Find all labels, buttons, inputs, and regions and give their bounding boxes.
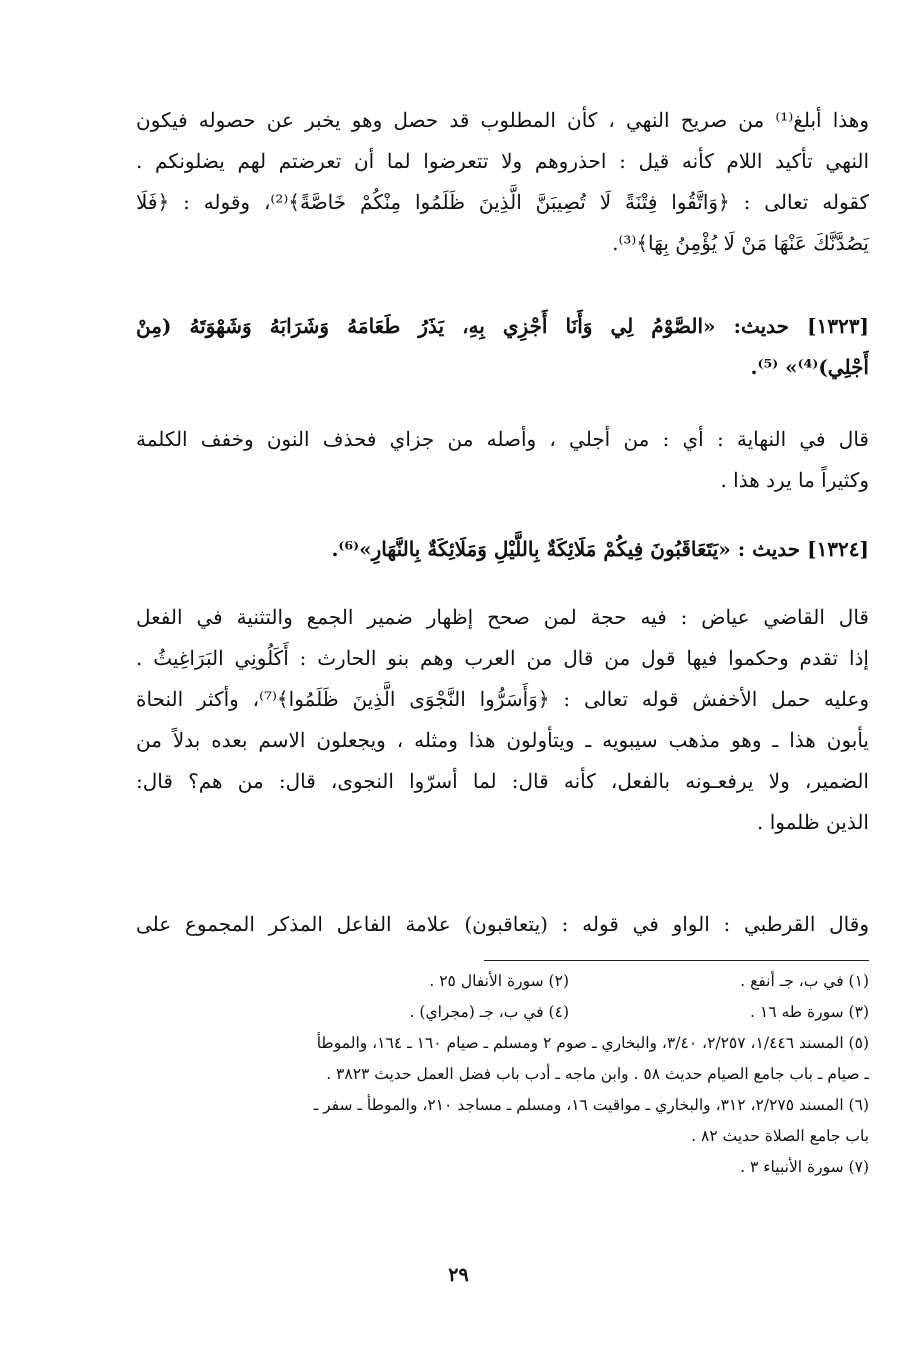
paragraph-hadith-1324 xyxy=(136,529,869,570)
text-line: الضمير، ولا يرفعـونه بالفعل، كأنه قال: لما أسرّوا النجوى، قال: من هم؟ قال: xyxy=(136,769,869,793)
text-line: وقال القرطبي : الواو في قوله : (يتعاقبون) علامة الفاعل المذكر المجموع على xyxy=(136,912,869,936)
text-line: وعليه حمل الأخفش قوله تعالى : ﴿وَأَسَرُّوا النَّجْوَى الَّذِينَ ظَلَمُوا﴾⁽⁷⁾، وأكثر النحاة xyxy=(136,687,869,711)
footnote-1: (١) في ب، جـ أنفع . xyxy=(740,972,869,990)
footnote-5-continued: ـ صيام ـ باب جامع الصيام حديث ٥٨ . وابن ماجه ـ أدب باب فضل العمل حديث ٣٨٢٣ . xyxy=(326,1065,869,1083)
paragraph-commentary-iyad xyxy=(136,597,869,843)
text-line: يَصُدَّنَّكَ عَنْهَا مَنْ لَا يُؤْمِنُ بِهَا﴾⁽³⁾. xyxy=(612,231,869,255)
paragraph-hadith-1323 xyxy=(136,306,869,388)
hadith-line: [١٣٢٣] حديث: «الصَّوْمُ لِي وَأَنَا أَجْزِي بِهِ، يَذَرُ طَعَامَهُ وَشَرَابَهُ وَشَهْوَتَهُ (مِنْ xyxy=(136,314,869,338)
paragraph-commentary-nihaya xyxy=(136,419,869,501)
footnote-7: (٧) سورة الأنبياء ٣ . xyxy=(740,1158,869,1176)
footnote-row xyxy=(136,966,869,997)
text-line: الذين ظلموا . xyxy=(756,810,869,834)
text-line: يأبون هذا ـ وهو مذهب سيبويه ـ ويتأولون هذا ومثله ، ويجعلون الاسم بعده بدلاً من xyxy=(136,728,869,752)
footnote-6-continued: باب جامع الصلاة حديث ٨٢ . xyxy=(691,1127,869,1145)
text-line: قال في النهاية : أي : من أجلي ، وأصله من جزاي فحذف النون وخفف الكلمة xyxy=(136,427,869,451)
footnote-6: (٦) المسند ٢/٢٧٥، ٣١٢، والبخاري ـ مواقيت ١٦، ومسلم ـ مساجد ٢١٠، والموطأ ـ سفر ـ xyxy=(313,1096,869,1114)
footnote-3: (٣) سورة طه ١٦ . xyxy=(750,1003,869,1021)
paragraph-commentary-qurtubi xyxy=(136,904,869,945)
text-line: وكثيراً ما يرد هذا . xyxy=(720,468,869,492)
hadith-line: أَجْلِي)⁽⁴⁾» ⁽⁵⁾. xyxy=(750,355,869,379)
footnote-separator xyxy=(484,960,869,961)
footnote-2: (٢) سورة الأنفال ٢٥ . xyxy=(429,972,569,990)
page-number: ٢٩ xyxy=(448,1264,469,1286)
footnote-5: (٥) المسند ١/٤٤٦، ٢/٢٥٧، ٣/٤٠، والبخاري ـ صوم ٢ ومسلم ـ صيام ١٦٠ ـ ١٦٤، والموطأ xyxy=(316,1034,869,1052)
hadith-line: [١٣٢٤] حديث : «يَتَعَاقَبُونَ فِيكُمْ مَلَائِكَةٌ بِاللَّيْلِ وَمَلَائِكَةٌ بِالنَّهَارِ»⁽⁶⁾. xyxy=(331,537,869,561)
footnotes xyxy=(136,966,869,1183)
text-line: النهي تأكيد اللام كأنه قيل : احذروهم ولا تتعرضوا لما أن تعرضتم لهم يضلونكم . xyxy=(136,149,869,173)
footnote-4: (٤) في ب، جـ (مجراي) . xyxy=(409,1003,569,1021)
text-line: وهذا أبلغ⁽¹⁾ من صريح النهي ، كأن المطلوب قد حصل وهو يخبر عن حصوله فيكون xyxy=(136,108,869,132)
text-line: كقوله تعالى : ﴿وَاتَّقُوا فِتْنَةً لَا تُصِيبَنَّ الَّذِينَ ظَلَمُوا مِنْكُمْ خَاصَّةً﴾⁽²⁾، وقوله : ﴿فَلَا xyxy=(136,190,869,214)
text-line: قال القاضي عياض : فيه حجة لمن صحح إظهار ضمير الجمع والتثنية في الفعل xyxy=(136,605,869,629)
paragraph-commentary-1 xyxy=(136,100,869,264)
footnote-row xyxy=(136,997,869,1028)
text-line: إذا تقدم وحكموا فيها قول من قال من العرب وهم بنو الحارث : أَكَلُونِي البَرَاغِيثُ . xyxy=(136,646,869,670)
